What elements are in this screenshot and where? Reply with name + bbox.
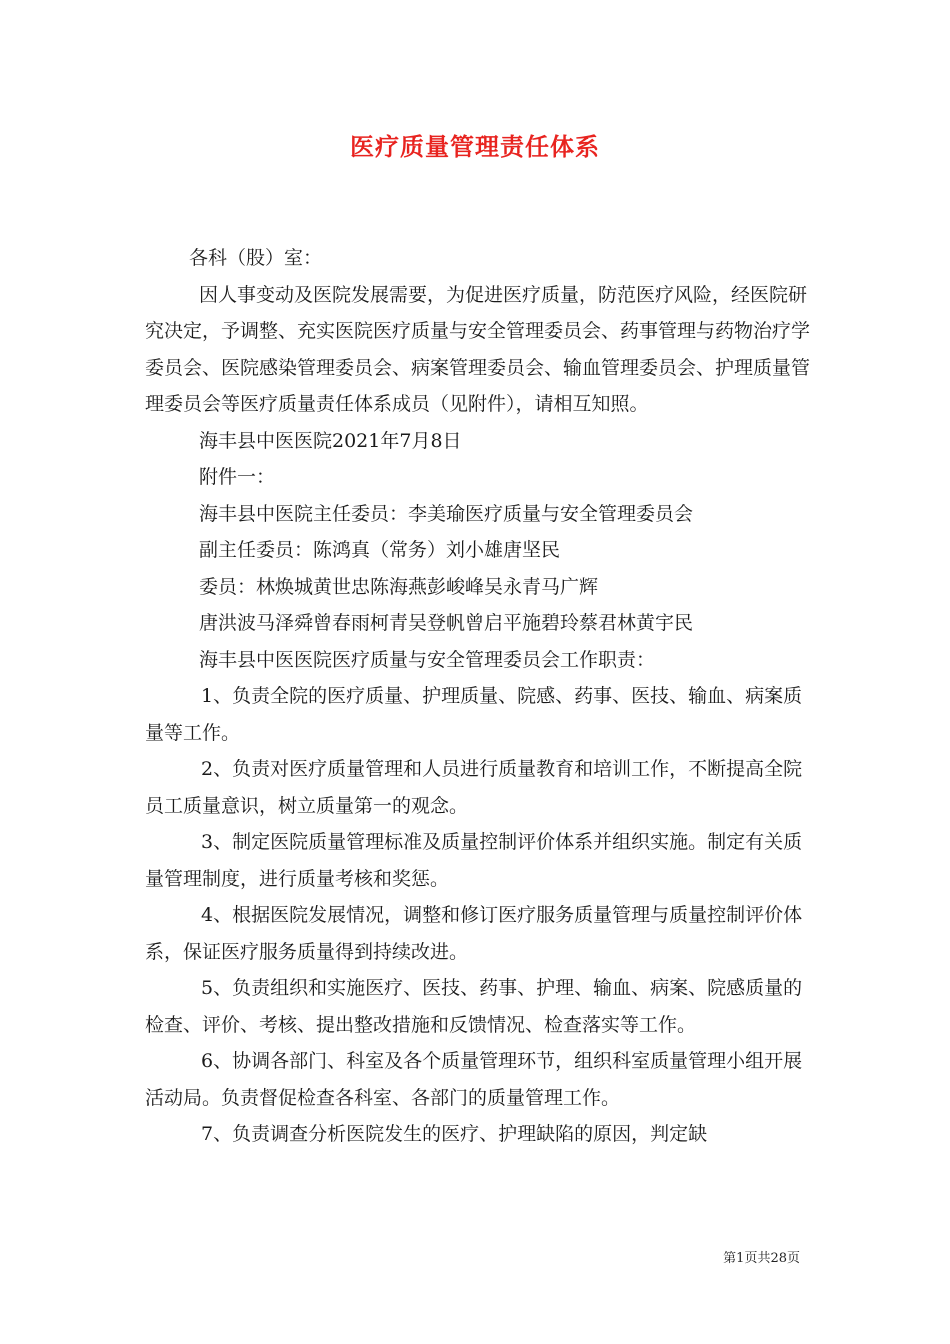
salutation: 各科（股）室： bbox=[189, 247, 323, 269]
duty-item: 7、负责调查分析医院发生的医疗、护理缺陷的原因，判定缺 bbox=[201, 1123, 708, 1145]
signature-line: 海丰县中医医院2021年7月8日 bbox=[199, 429, 462, 452]
document-body bbox=[145, 240, 810, 1153]
duty-item: 6、协调各部门、科室及各个质量管理环节，组织科室质量管理小组开展活动局。负责督促检查各科室、各部门的质量管理工作。 bbox=[145, 1050, 803, 1109]
duty-item: 5、负责组织和实施医疗、医技、药事、护理、输血、病案、院感质量的检查、评价、考核、提出整改措施和反馈情况、检查落实等工作。 bbox=[145, 977, 803, 1036]
members-line: 委员：林焕城黄世忠陈海燕彭峻峰吴永青马广辉 bbox=[199, 575, 599, 598]
intro-paragraph: 因人事变动及医院发展需要，为促进医疗质量，防范医疗风险，经医院研究决定，予调整、充实医院医疗质量与安全管理委员会、药事管理与药物治疗学委员会、医院感染管理委员会、病案管理委员会、输血管理委员会、护理质量管理委员会等医疗质量责任体系成员（见附件），请相互知照。 bbox=[145, 283, 811, 415]
duty-item: 1、负责全院的医疗质量、护理质量、院感、药事、医技、输血、病案质量等工作。 bbox=[145, 685, 803, 744]
attachment-label: 附件一： bbox=[199, 466, 276, 488]
document-title: 医疗质量管理责任体系 bbox=[350, 132, 600, 161]
duty-item: 3、制定医院质量管理标准及质量控制评价体系并组织实施。制定有关质量管理制度，进行质量考核和奖惩。 bbox=[145, 831, 803, 890]
director-line: 海丰县中医院主任委员：李美瑜医疗质量与安全管理委员会 bbox=[199, 502, 694, 525]
page-number: 第1页共28页 bbox=[723, 1251, 800, 1266]
members-line: 唐洪波马泽舜曾春雨柯青吴登帆曾启平施碧玲蔡君林黄宇民 bbox=[199, 612, 694, 634]
vice-director-line: 副主任委员：陈鸿真（常务）刘小雄唐坚民 bbox=[199, 539, 561, 561]
duty-item: 2、负责对医疗质量管理和人员进行质量教育和培训工作，不断提高全院员工质量意识，树立质量第一的观念。 bbox=[145, 758, 803, 817]
duties-heading: 海丰县中医医院医疗质量与安全管理委员会工作职责： bbox=[199, 648, 656, 671]
duty-item: 4、根据医院发展情况，调整和修订医疗服务质量管理与质量控制评价体系，保证医疗服务质量得到持续改进。 bbox=[145, 904, 803, 963]
